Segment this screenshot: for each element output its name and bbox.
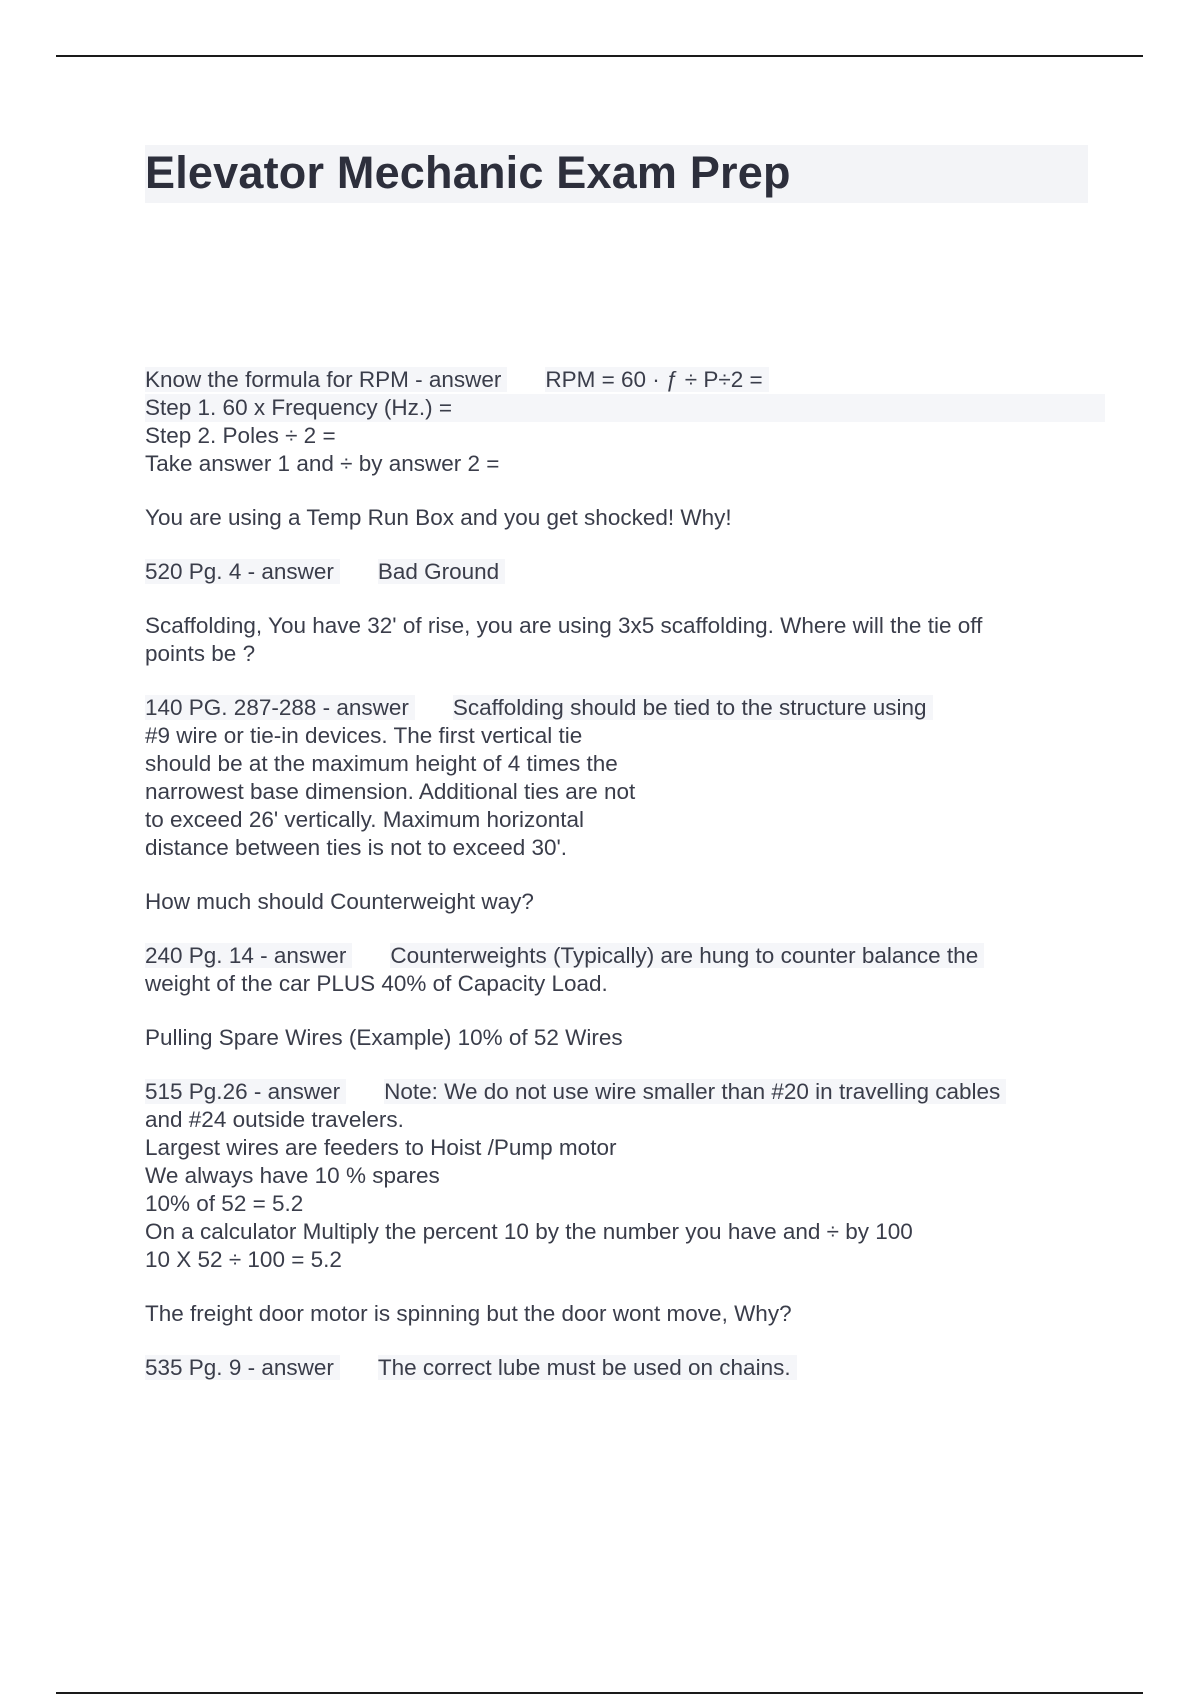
answer-text: Bad Ground: [378, 559, 505, 584]
answer-line: Largest wires are feeders to Hoist /Pump motor: [145, 1135, 617, 1160]
answer-line: #9 wire or tie-in devices. The first vertical tie: [145, 723, 583, 748]
answer-text: Note: We do not use wire smaller than #20 in travelling cables: [384, 1079, 1006, 1104]
question-text: 140 PG. 287-288 - answer: [145, 695, 415, 720]
card-spare-wires: [145, 1078, 1105, 1274]
bottom-divider: [56, 1692, 1143, 1694]
question-text: The freight door motor is spinning but the door wont move, Why?: [145, 1301, 792, 1326]
card-chain-lube: [145, 1354, 1105, 1382]
question-text: Pulling Spare Wires (Example) 10% of 52 Wires: [145, 1025, 623, 1050]
question-text: 240 Pg. 14 - answer: [145, 943, 352, 968]
answer-line: 10% of 52 = 5.2: [145, 1191, 304, 1216]
question-text: Scaffolding, You have 32' of rise, you are using 3x5 scaffolding. Where will the tie off: [145, 613, 983, 638]
question-text: How much should Counterweight way?: [145, 889, 534, 914]
answer-line: distance between ties is not to exceed 30'.: [145, 835, 568, 860]
answer-line: Step 1. 60 x Frequency (Hz.) =: [145, 394, 1105, 422]
card-counterweight: [145, 942, 1105, 998]
answer-line: should be at the maximum height of 4 times the: [145, 751, 618, 776]
top-divider: [56, 55, 1143, 57]
question-text: 520 Pg. 4 - answer: [145, 559, 340, 584]
answer-line: 10 X 52 ÷ 100 = 5.2: [145, 1247, 342, 1272]
flashcard-list: [145, 366, 1105, 1408]
question-text: 535 Pg. 9 - answer: [145, 1355, 340, 1380]
card-question-scaffolding: [145, 612, 1105, 668]
question-text: points be ?: [145, 641, 256, 666]
answer-line: On a calculator Multiply the percent 10 by the number you have and ÷ by 100: [145, 1219, 913, 1244]
page-title: Elevator Mechanic Exam Prep: [145, 147, 791, 198]
question-text: You are using a Temp Run Box and you get shocked! Why!: [145, 505, 732, 530]
answer-line: Take answer 1 and ÷ by answer 2 =: [145, 451, 500, 476]
card-question-counterweight: [145, 888, 1105, 916]
answer-line: narrowest base dimension. Additional ties are not: [145, 779, 636, 804]
card-bad-ground: [145, 558, 1105, 586]
card-scaffolding-ties: [145, 694, 1105, 862]
card-rpm-formula: [145, 366, 1105, 478]
answer-line: weight of the car PLUS 40% of Capacity Load.: [145, 971, 608, 996]
card-question-spare-wires: [145, 1024, 1105, 1052]
question-text: 515 Pg.26 - answer: [145, 1079, 346, 1104]
answer-line: to exceed 26' vertically. Maximum horizontal: [145, 807, 585, 832]
answer-line: Step 2. Poles ÷ 2 =: [145, 423, 336, 448]
answer-line: We always have 10 % spares: [145, 1163, 440, 1188]
question-text: Know the formula for RPM - answer: [145, 367, 507, 392]
card-question-temp-run-box: [145, 504, 1105, 532]
answer-text: RPM = 60 · ƒ ÷ P÷2 =: [545, 367, 768, 392]
card-question-freight-door: [145, 1300, 1105, 1328]
answer-line: and #24 outside travelers.: [145, 1107, 404, 1132]
answer-text: Counterweights (Typically) are hung to counter balance the: [390, 943, 984, 968]
answer-text: Scaffolding should be tied to the structure using: [453, 695, 933, 720]
answer-text: The correct lube must be used on chains.: [378, 1355, 797, 1380]
